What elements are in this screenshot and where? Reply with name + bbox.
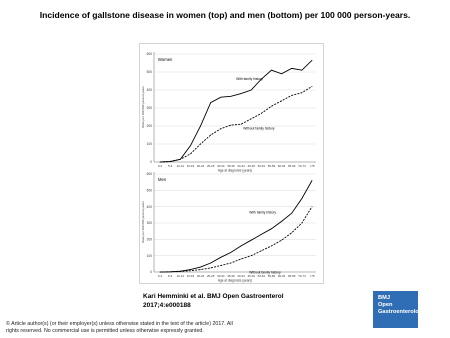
panel-2-y-tick-label: 300 [146, 221, 152, 226]
panel-2-series-1-line [160, 181, 312, 273]
panel-1-x-tick-label: 60-64 [277, 164, 286, 168]
panel-2-y-tick-label: 100 [146, 253, 152, 258]
panel-2-x-tick-label: 15-19 [186, 274, 195, 278]
panel-1-series-1-point [251, 90, 252, 91]
panel-1-y-tick-label: 300 [146, 106, 152, 111]
bmj-open-gastroenterology-logo [373, 291, 426, 328]
panel-2-x-axis-title: Age at diagnosis (years) [217, 278, 253, 283]
panel-2-series-1-point [241, 246, 242, 247]
panel-2-series-1-point [210, 263, 211, 264]
panel-1-series-2-point [160, 162, 161, 163]
panel-1-series-2-point [271, 106, 272, 107]
panel-2-x-tick-label: 10-14 [176, 274, 184, 278]
panel-1-series-2-point [200, 144, 201, 145]
panel-2-series-2-point [180, 271, 181, 272]
panel-2-series-2-point [231, 263, 232, 264]
panel-1-series-1-point [312, 60, 313, 61]
panel-1-series-2-point [312, 86, 313, 87]
panel-2-series-1-point [190, 269, 191, 270]
panel-1-x-tick-label: 10-14 [176, 164, 184, 168]
panel-1-series-2-point [210, 135, 211, 136]
panel-1-x-tick-label: 40-44 [237, 164, 245, 168]
panel-1-series-2-point [281, 100, 282, 101]
panel-1-series-1-label: With family history [236, 76, 263, 81]
panel-1-panel-label: Women [158, 57, 173, 62]
panel-1-x-tick-label: 55-59 [267, 164, 276, 168]
panel-2-x-tick-label: 50-54 [257, 274, 266, 278]
chart-figure [139, 43, 324, 284]
panel-1-series-1-point [190, 145, 191, 146]
panel-2-series-2-point [261, 250, 262, 251]
panel-2-series-1-point [271, 228, 272, 229]
panel-2-series-2-point [200, 269, 201, 270]
panel-1-y-tick-label: 500 [146, 70, 152, 75]
panel-1-series-2-point [220, 128, 221, 129]
panel-1-x-tick-label: 50-54 [257, 164, 266, 168]
panel-1-series-2-label: Without family history [243, 126, 275, 131]
panel-2-series-2-point [160, 272, 161, 273]
panel-1-x-tick-label: 45-49 [247, 164, 255, 168]
panel-2-series-1-point [291, 213, 292, 214]
panel-2-series-1-point [231, 252, 232, 253]
panel-2-x-tick-label: 20-24 [196, 274, 205, 278]
panel-1-x-tick-label: 5-9 [168, 164, 173, 168]
panel-2-x-tick-label: 55-59 [267, 274, 276, 278]
panel-2-series-2-point [241, 259, 242, 260]
panel-1-series-2-point [190, 154, 191, 155]
panel-2-series-2-point [302, 223, 303, 224]
logo-line-1: BMJ [378, 295, 391, 301]
panel-1-x-tick-label: 30-34 [217, 164, 225, 168]
panel-2-x-tick-label: 40-44 [237, 274, 245, 278]
panel-1-y-tick-label: 400 [146, 88, 152, 93]
panel-2-series-2-point [271, 246, 272, 247]
panel-2-y-axis-title: Rate per 100 000 person-years [141, 201, 145, 243]
panel-1-series-1-point [231, 96, 232, 97]
panel-2-series-2-point [312, 206, 313, 207]
panel-2-y-tick-label: 600 [146, 172, 152, 177]
panel-1-series-2-line [160, 86, 312, 162]
panel-2-x-tick-label: 65-69 [288, 274, 296, 278]
panel-1-y-tick-label: 100 [146, 142, 152, 147]
copyright-notice [6, 321, 233, 334]
panel-2-series-1-label: With family history [249, 210, 277, 215]
panel-1-series-2-point [231, 125, 232, 126]
panel-1-x-tick-label: 70-74 [298, 164, 306, 168]
panel-1-x-tick-label: 25-29 [206, 164, 215, 168]
panel-1-y-tick-label: 200 [146, 124, 152, 129]
panel-2-x-tick-label: 5-9 [168, 274, 173, 278]
panel-1-series-2-point [180, 159, 181, 160]
panel-1-x-tick-label: 15-19 [186, 164, 195, 168]
panel-1-series-2-point [241, 124, 242, 125]
panel-2-x-tick-label: 70-74 [298, 274, 306, 278]
panel-1-x-tick-label: 35-39 [227, 164, 235, 168]
panel-1-series-1-point [271, 70, 272, 71]
panel-1-y-tick-label: 0 [150, 160, 152, 165]
panel-2-series-1-point [200, 267, 201, 268]
panel-2-series-1-point [261, 234, 262, 235]
panel-1-series-1-point [291, 68, 292, 69]
panel-2-y-tick-label: 500 [146, 188, 152, 193]
panel-1-series-1-point [241, 93, 242, 94]
panel-2-series-2-point [190, 270, 191, 271]
panel-2-series-1-point [251, 240, 252, 241]
logo-line-3: Gastroenterology [378, 309, 426, 315]
citation-line-1: Kari Hemminki et al. BMJ Open Gastroenterol [143, 293, 284, 300]
panel-1-y-axis-title: Rate per 100 000 person-years [141, 86, 145, 128]
citation [143, 293, 284, 310]
logo-line-2: Open [378, 302, 393, 308]
panel-1-series-1-point [281, 73, 282, 74]
panel-2-panel-label: Men [158, 177, 167, 182]
panel-2-x-tick-label: 30-34 [217, 274, 225, 278]
panel-2-x-tick-label: 25-29 [206, 274, 215, 278]
panel-1-series-2-point [251, 118, 252, 119]
panel-1-series-1-line [160, 60, 312, 162]
panel-1-series-2-point [170, 161, 171, 162]
panel-1-x-tick-label: 65-69 [288, 164, 296, 168]
panel-1-x-tick-label: 0-4 [157, 164, 163, 168]
panel-1-series-1-point [210, 102, 211, 103]
panel-1-series-2-point [291, 95, 292, 96]
panel-2-series-1-point [302, 198, 303, 199]
panel-2-x-tick-label: 35-39 [227, 274, 235, 278]
panel-2-y-tick-label: 200 [146, 237, 152, 242]
panel-2-series-1-point [281, 221, 282, 222]
panel-2-series-2-point [220, 265, 221, 266]
copyright-line-1: © Article author(s) (or their employer(s) unless otherwise stated in the text of the article) 2017. All [6, 321, 233, 327]
panel-2-series-2-point [251, 255, 252, 256]
panel-2-series-1-point [312, 180, 313, 181]
panel-2-x-tick-label: 0-4 [157, 274, 163, 278]
chart-svg [140, 44, 323, 283]
panel-2-series-2-point [210, 268, 211, 269]
panel-2-y-tick-label: 0 [150, 270, 152, 275]
panel-1-x-tick-label: 20-24 [196, 164, 205, 168]
panel-2-x-tick-label: >75 [309, 274, 315, 278]
panel-2-series-2-label: Without family history [249, 270, 281, 275]
panel-2-y-tick-label: 400 [146, 204, 152, 209]
panel-1-x-axis-title: Age at diagnosis (years) [217, 168, 253, 173]
panel-1-series-1-point [220, 97, 221, 98]
panel-2-series-2-point [170, 271, 171, 272]
panel-1-series-1-point [200, 126, 201, 127]
panel-2-series-1-point [220, 257, 221, 258]
panel-1-x-tick-label: >75 [309, 164, 315, 168]
panel-2-series-2-point [291, 232, 292, 233]
panel-1-series-2-point [302, 92, 303, 93]
citation-line-2: 2017;4:e000188 [143, 301, 191, 309]
copyright-line-2: rights reserved. No commercial use is permitted unless otherwise expressly granted. [6, 327, 204, 334]
panel-2-x-tick-label: 45-49 [247, 274, 255, 278]
slide-title: Incidence of gallstone disease in women (top) and men (bottom) per 100 000 person-years. [39, 10, 411, 20]
panel-1-y-tick-label: 600 [146, 52, 152, 57]
panel-2-series-2-point [281, 240, 282, 241]
panel-1-series-1-point [302, 70, 303, 71]
panel-2-x-tick-label: 60-64 [277, 274, 286, 278]
panel-1-series-2-point [261, 113, 262, 114]
